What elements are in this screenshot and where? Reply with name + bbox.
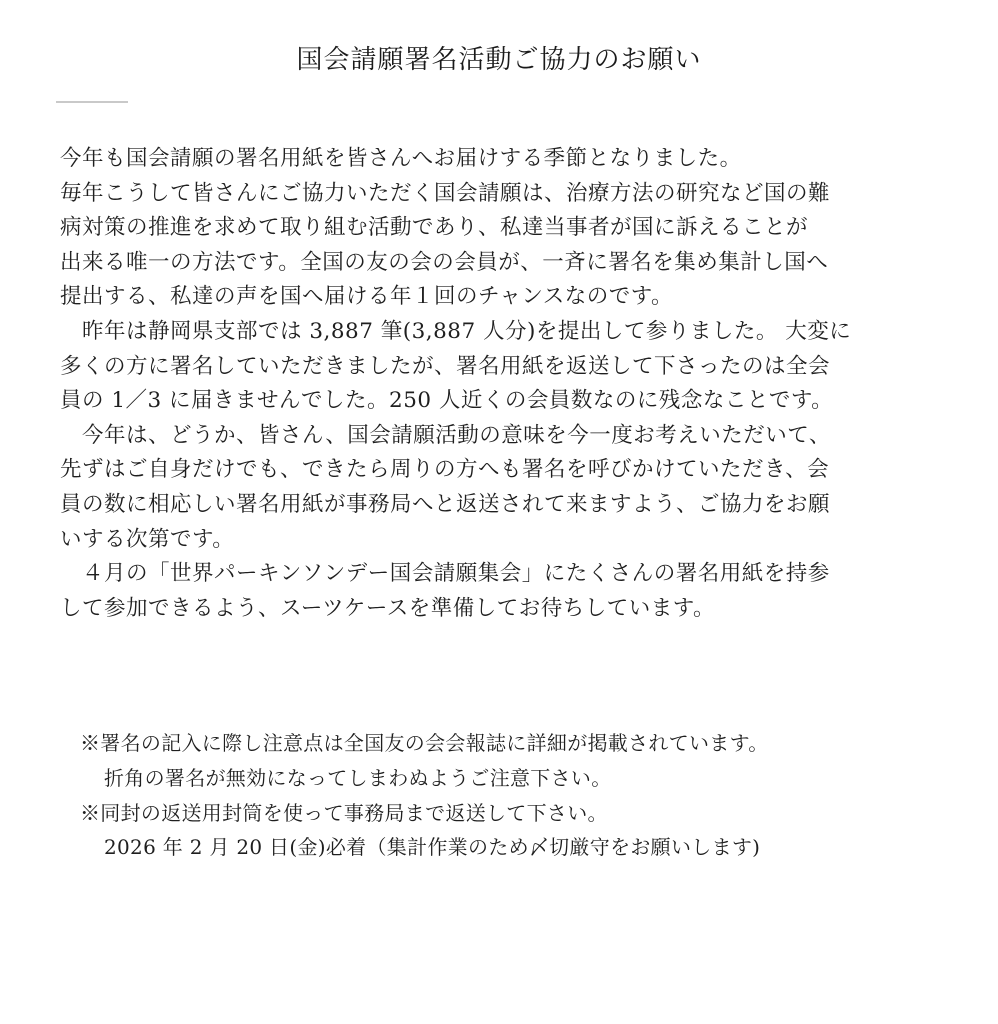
paragraph-line: 出来る唯一の方法です。全国の友の会の会員が、一斉に署名を集め集計し国へ	[60, 249, 829, 275]
note-line: 折角の署名が無効になってしまわぬようご注意下さい。	[104, 765, 612, 790]
paragraph-line: 多くの方に署名していただきましたが、署名用紙を返送して下さったのは全会	[60, 353, 831, 379]
paragraph-line: 提出する、私達の声を国へ届ける年１回のチャンスなのです。	[60, 284, 673, 310]
paragraph-line: 員の数に相応しい署名用紙が事務局へと返送されて来ますよう、ご協力をお願	[60, 491, 831, 517]
note-line: ※同封の返送用封筒を使って事務局まで返送して下さい。	[80, 800, 608, 825]
paragraph-line: 員の 1／3 に届きませんでした。250 人近くの会員数なのに残念なことです。	[60, 388, 834, 414]
notes-section	[80, 726, 960, 865]
paragraph-line: 昨年は静岡県支部では 3,887 筆(3,887 人分)を提出して参りました。 大変に	[82, 318, 852, 344]
paragraph-line: 毎年こうして皆さんにご協力いただく国会請願は、治療方法の研究など国の難	[60, 180, 831, 206]
paragraph-line: 今年も国会請願の署名用紙を皆さんへお届けする季節となりました。	[60, 146, 742, 171]
deadline-line: 2026 年 2 月 20 日(金)必着（集計作業のため〆切厳守をお願いします)	[104, 835, 761, 860]
paragraph-line: ４月の「世界パーキンソンデー国会請願集会」にたくさんの署名用紙を持参	[82, 561, 830, 587]
paragraph-line: 先ずはご自身だけでも、できたら周りの方へも署名を呼びかけていただき、会	[60, 457, 830, 483]
note-line: ※署名の記入に際し注意点は全国友の会会報誌に詳細が掲載されています。	[80, 731, 769, 755]
paragraph-line: いする次第です。	[60, 526, 235, 552]
scan-mark	[56, 101, 128, 103]
paragraph-line: して参加できるよう、スーツケースを準備してお待ちしています。	[60, 595, 716, 621]
main-body	[60, 142, 960, 626]
document-title: 国会請願署名活動ご協力のお願い	[296, 45, 702, 75]
paragraph-line: 病対策の推進を求めて取り組む活動であり、私達当事者が国に訴えることが	[60, 215, 809, 241]
paragraph-line: 今年は、どうか、皆さん、国会請願活動の意味を今一度お考えいただいて、	[82, 422, 831, 448]
